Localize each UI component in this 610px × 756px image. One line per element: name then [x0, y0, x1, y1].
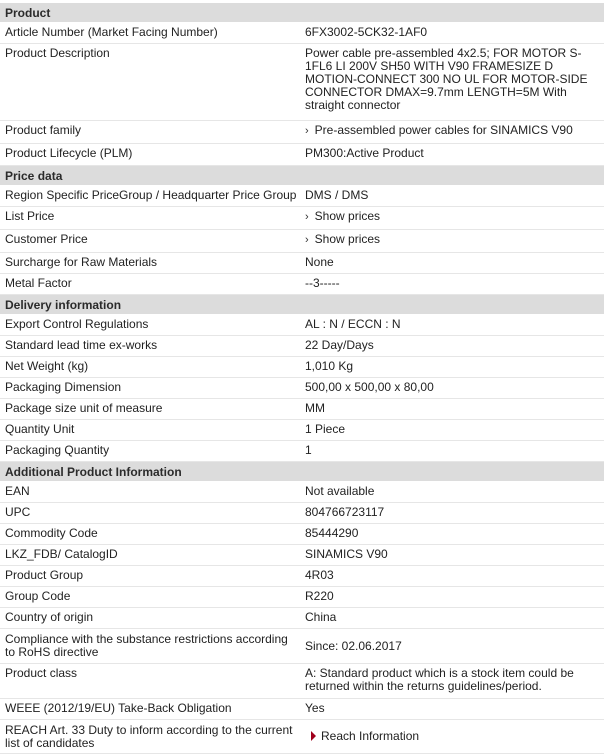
row-package-unit — [0, 399, 604, 420]
row-value: 1 — [305, 443, 312, 457]
row-commodity-code — [0, 524, 604, 545]
triangle-right-icon — [311, 731, 316, 741]
row-value — [300, 727, 604, 746]
row-value: --3----- — [305, 276, 340, 290]
row-label: Packaging Dimension — [5, 380, 122, 394]
row-weee — [0, 699, 604, 720]
row-label: REACH Art. 33 Duty to inform according to the current list of candidates — [5, 722, 293, 750]
row-rohs-compliance — [0, 629, 604, 664]
row-label: Product Group — [5, 568, 84, 582]
row-value: 85444290 — [305, 526, 359, 540]
row-label: Group Code — [5, 589, 71, 603]
row-value: Since: 02.06.2017 — [305, 638, 402, 653]
row-value — [300, 121, 604, 143]
row-net-weight — [0, 357, 604, 378]
row-value: 6FX3002-5CK32-1AF0 — [305, 25, 428, 39]
row-label: Product class — [5, 666, 78, 680]
row-value: 804766723117 — [305, 505, 385, 519]
row-value: MM — [305, 401, 325, 415]
section-header-product: Product — [0, 3, 604, 23]
row-packaging-dimension — [0, 378, 604, 399]
row-region-price-group — [0, 186, 604, 207]
chevron-right-icon: › — [305, 211, 309, 223]
row-value: China — [305, 610, 337, 624]
row-reach — [0, 720, 604, 754]
row-label: Product Lifecycle (PLM) — [5, 146, 133, 160]
section-header-delivery: Delivery information — [0, 295, 604, 315]
row-label: WEEE (2012/19/EU) Take-Back Obligation — [5, 701, 232, 715]
row-label: Quantity Unit — [5, 422, 75, 436]
row-customer-price — [0, 230, 604, 253]
row-label: Package size unit of measure — [5, 401, 163, 415]
row-value: Yes — [305, 701, 325, 715]
row-label: Standard lead time ex-works — [5, 338, 158, 352]
row-label: Compliance with the substance restrictions according to RoHS directive — [5, 632, 288, 659]
row-surcharge — [0, 253, 604, 274]
row-list-price — [0, 207, 604, 230]
row-product-group — [0, 566, 604, 587]
product-data-sheet — [0, 3, 604, 754]
row-packaging-quantity — [0, 441, 604, 462]
row-label: Commodity Code — [5, 526, 98, 540]
row-label: Surcharge for Raw Materials — [5, 255, 158, 269]
row-lead-time — [0, 336, 604, 357]
row-metal-factor — [0, 274, 604, 295]
row-value: 500,00 x 500,00 x 80,00 — [305, 380, 434, 394]
list-price-show-link[interactable]: Show prices — [314, 209, 381, 223]
row-label: List Price — [5, 209, 55, 223]
row-label: Metal Factor — [5, 276, 72, 290]
chevron-right-icon: › — [305, 125, 309, 137]
row-label: Net Weight (kg) — [5, 359, 89, 373]
row-value: A: Standard product which is a stock item could be returned within the returns guidelines/period. — [305, 666, 574, 693]
row-upc — [0, 503, 604, 524]
row-value: Power cable pre-assembled 4x2.5; FOR MOTOR S-1FL6 LI 200V SH50 WITH V90 FRAMESIZE D MOTION-CONNECT 300 NO UL FOR MOTOR-SIDE CONNECTOR DMAX=9.7mm LENGTH=5M With straight connector — [305, 46, 588, 112]
row-label: Export Control Regulations — [5, 317, 149, 331]
row-value: SINAMICS V90 — [305, 547, 388, 561]
section-header-additional: Additional Product Information — [0, 462, 604, 482]
row-label: Article Number (Market Facing Number) — [5, 25, 218, 39]
row-value: 1,010 Kg — [305, 359, 354, 373]
row-value: DMS / DMS — [305, 188, 369, 202]
row-label: Country of origin — [5, 610, 94, 624]
row-product-class — [0, 664, 604, 699]
row-value: AL : N / ECCN : N — [305, 317, 401, 331]
row-value — [300, 230, 604, 252]
row-value: None — [305, 255, 334, 269]
row-value: Not available — [305, 484, 375, 498]
chevron-right-icon: › — [305, 234, 309, 246]
row-article-number — [0, 23, 604, 44]
row-ean — [0, 482, 604, 503]
row-label: Product family — [5, 123, 82, 137]
row-value: 4R03 — [305, 568, 334, 582]
row-value: 22 Day/Days — [305, 338, 374, 352]
row-product-description — [0, 44, 604, 121]
row-label: Packaging Quantity — [5, 443, 110, 457]
row-quantity-unit — [0, 420, 604, 441]
row-export-control — [0, 315, 604, 336]
row-label: Region Specific PriceGroup / Headquarter Price Group — [5, 188, 297, 202]
reach-information-link[interactable]: Reach Information — [321, 729, 420, 743]
row-label: EAN — [5, 484, 30, 498]
row-product-family — [0, 121, 604, 144]
row-value: PM300:Active Product — [305, 146, 424, 160]
row-country-of-origin — [0, 608, 604, 629]
row-label: Product Description — [5, 46, 110, 60]
row-value — [300, 207, 604, 229]
row-product-lifecycle — [0, 144, 604, 166]
row-label: LKZ_FDB/ CatalogID — [5, 547, 118, 561]
row-group-code — [0, 587, 604, 608]
row-label: UPC — [5, 505, 31, 519]
row-value: R220 — [305, 589, 334, 603]
row-value: 1 Piece — [305, 422, 346, 436]
section-header-price: Price data — [0, 166, 604, 186]
row-catalog-id — [0, 545, 604, 566]
product-family-link[interactable]: Pre-assembled power cables for SINAMICS V90 — [314, 123, 573, 137]
customer-price-show-link[interactable]: Show prices — [314, 232, 381, 246]
row-label: Customer Price — [5, 232, 88, 246]
